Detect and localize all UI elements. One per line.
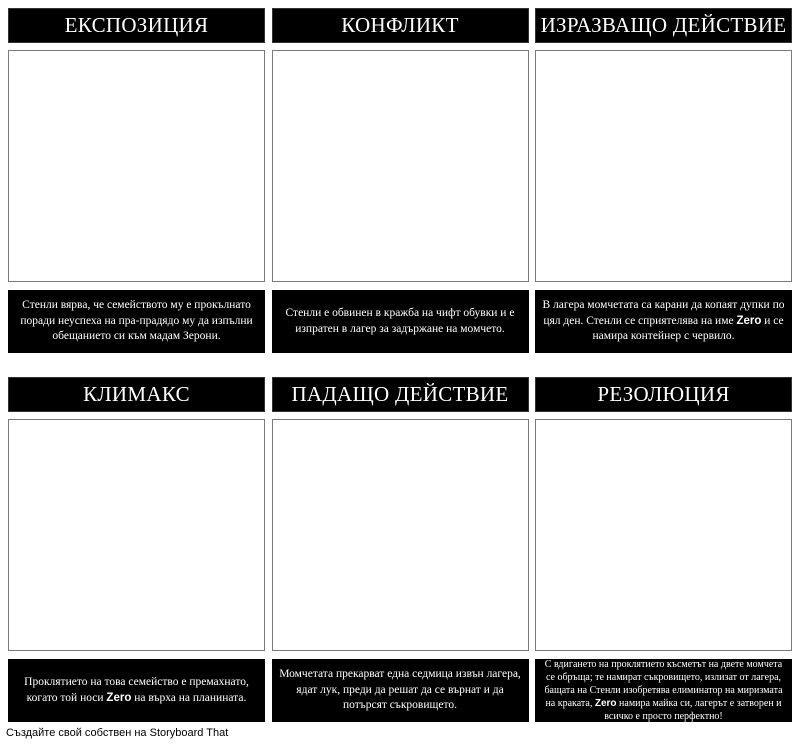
image-frame[interactable] (8, 50, 265, 282)
image-frame[interactable] (535, 50, 792, 282)
cell-caption (8, 290, 265, 353)
storyboard-cell-resolution (535, 377, 792, 722)
caption-text: Стенли е обвинен в кражба на чифт обувки и е изпратен в лагер за задържане на момчето. (285, 306, 515, 335)
caption-part: и се намира контейнер с червило. (592, 314, 784, 343)
caption-text (14, 675, 259, 706)
cell-caption (535, 290, 792, 353)
storyboard-cell-conflict (272, 8, 529, 353)
cell-caption (272, 290, 529, 353)
storyboard-row-1 (8, 8, 792, 353)
caption-text: Момчетата прекарват една седмица извън лагера, ядат лук, преди да решат да се върнат и да потърсят съкровището. (279, 668, 521, 712)
caption-part: Проклятието на това семейство е премахнато, когато той носи (24, 675, 249, 704)
create-your-own-link[interactable]: Създайте свой собствен на Storyboard That (6, 727, 229, 739)
caption-text: Стенли вярва, че семейството му е прокълнато поради неуспеха на пра-прадядо му да изпълни обещанието си към мадам Зерони. (20, 299, 253, 343)
storyboard-cell-exposition (8, 8, 265, 353)
caption-part: на върха на планината. (131, 691, 247, 704)
image-frame[interactable] (535, 419, 792, 651)
storyboard-cell-climax (8, 377, 265, 722)
caption-part: В лагера момчетата са карани да копаят дупки по цял ден. Стенли се сприятелява на име (542, 299, 785, 327)
storyboard-cell-rising-action (535, 8, 792, 353)
cell-title: КОНФЛИКТ (272, 8, 529, 43)
storyboard-cell-falling-action (272, 377, 529, 722)
cell-title: РЕЗОЛЮЦИЯ (535, 377, 792, 412)
caption-text (541, 298, 786, 345)
cell-title: ЕКСПОЗИЦИЯ (8, 8, 265, 43)
caption-part: намира майка си, лагерът е затворен и всичко е просто перфектно! (604, 698, 782, 722)
image-frame[interactable] (272, 50, 529, 282)
cell-caption (272, 659, 529, 722)
image-frame[interactable] (272, 419, 529, 651)
cell-title: КЛИМАКС (8, 377, 265, 412)
cell-title: ПАДАЩО ДЕЙСТВИЕ (272, 377, 529, 412)
caption-name: Zero (594, 698, 617, 709)
caption-text (540, 658, 787, 723)
cell-title: ИЗРАЗВАЩО ДЕЙСТВИЕ (535, 8, 792, 43)
cell-caption (8, 659, 265, 722)
image-frame[interactable] (8, 419, 265, 651)
caption-name: Zero (106, 691, 132, 704)
caption-part: С вдигането на проклятието късметът на двете момчета се обръща; те намират съкровището, излизат от лагера, бащата на Стенли изобретява елиминатор на миризмата на краката, (544, 659, 783, 709)
cell-caption (535, 659, 792, 722)
caption-name: Zero (736, 314, 762, 327)
storyboard-row-2 (8, 377, 792, 722)
